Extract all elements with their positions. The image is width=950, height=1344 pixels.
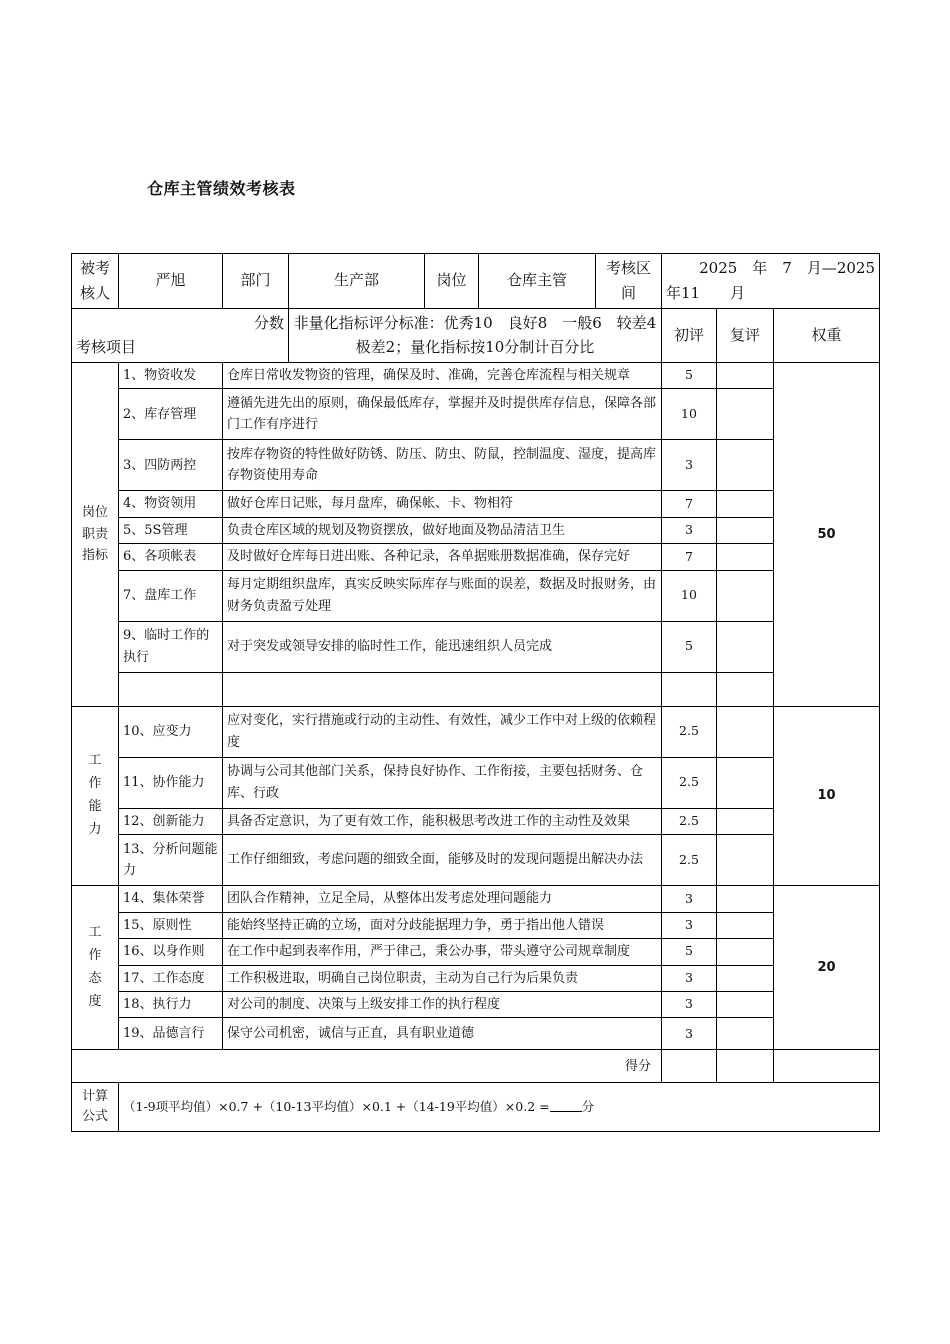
item-desc: 仓库日常收发物资的管理，确保及时、准确，完善仓库流程与相关规章 — [223, 363, 662, 389]
item-desc: 保守公司机密，诚信与正直，具有职业道德 — [223, 1018, 662, 1050]
table-row — [72, 672, 880, 706]
formula-text: （1-9项平均值）×0.7 +（10-13平均值）×0.1 +（14-19平均值）×0.2 = — [123, 1099, 550, 1115]
second-review-cell[interactable] — [717, 939, 774, 965]
item-score: 10 — [662, 389, 717, 440]
item-name: 17、工作态度 — [119, 965, 223, 991]
item-name: 18、执行力 — [119, 991, 223, 1017]
item-name: 14、集体荣誉 — [119, 886, 223, 912]
table-row — [72, 440, 880, 491]
second-review-cell[interactable] — [717, 621, 774, 672]
item-desc: 工作积极进取，明确自己岗位职责，主动为自己行为后果负责 — [223, 965, 662, 991]
second-review-cell[interactable] — [717, 965, 774, 991]
item-desc: 具备否定意识，为了更有效工作，能积极思考改进工作的主动性及效果 — [223, 808, 662, 834]
item-score: 3 — [662, 965, 717, 991]
second-review-cell[interactable] — [717, 808, 774, 834]
table-row — [72, 491, 880, 517]
table-row — [72, 808, 880, 834]
item-score: 2.5 — [662, 757, 717, 808]
item-desc: 对公司的制度、决策与上级安排工作的执行程度 — [223, 991, 662, 1017]
second-review-cell[interactable] — [717, 389, 774, 440]
item-score: 2.5 — [662, 706, 717, 757]
table-row — [72, 991, 880, 1017]
item-desc: 每月定期组织盘库，真实反映实际库存与账面的误差，数据及时报财务，由财务负责盈亏处理 — [223, 570, 662, 621]
table-row — [72, 912, 880, 938]
header-row — [72, 254, 880, 309]
table-row — [72, 363, 880, 389]
table-row — [72, 621, 880, 672]
item-score: 3 — [662, 912, 717, 938]
item-name: 16、以身作则 — [119, 939, 223, 965]
item-desc: 负责仓库区域的规划及物资摆放，做好地面及物品清洁卫生 — [223, 517, 662, 543]
second-review-cell[interactable] — [717, 544, 774, 570]
page-title: 仓库主管绩效考核表 — [147, 179, 296, 198]
examinee-label: 被考核人 — [72, 254, 119, 309]
item-desc: 按库存物资的特性做好防锈、防压、防虫、防鼠，控制温度、湿度，提高库存物资使用寿命 — [223, 440, 662, 491]
result-blank[interactable] — [550, 1098, 582, 1112]
second-review-cell[interactable] — [717, 757, 774, 808]
item-score: 3 — [662, 517, 717, 543]
item-score: 5 — [662, 621, 717, 672]
item-name: 19、品德言行 — [119, 1018, 223, 1050]
table-row — [72, 706, 880, 757]
second-review-cell[interactable] — [717, 835, 774, 886]
item-score: 3 — [662, 886, 717, 912]
item-desc: 在工作中起到表率作用，严于律己，秉公办事，带头遵守公司规章制度 — [223, 939, 662, 965]
item-name: 15、原则性 — [119, 912, 223, 938]
period-label: 考核区间 — [596, 254, 662, 309]
second-review-cell[interactable] — [717, 991, 774, 1017]
table-row — [72, 886, 880, 912]
column-header-row — [72, 308, 880, 363]
second-review-cell[interactable] — [717, 440, 774, 491]
total-weight — [774, 1050, 880, 1083]
formula-content — [119, 1083, 880, 1132]
item-score: 2.5 — [662, 808, 717, 834]
item-name: 9、临时工作的执行 — [119, 621, 223, 672]
item-score: 3 — [662, 991, 717, 1017]
category-attitude: 工作态度 — [72, 886, 119, 1050]
first-review-header: 初评 — [662, 308, 717, 363]
table-row — [72, 544, 880, 570]
total-label: 得分 — [72, 1050, 662, 1083]
second-review-cell[interactable] — [717, 1018, 774, 1050]
examinee-name: 严旭 — [119, 254, 223, 309]
item-desc: 及时做好仓库每日进出账、各种记录，各单据账册数据准确，保存完好 — [223, 544, 662, 570]
item-desc: 做好仓库日记账，每月盘库，确保帐、卡、物相符 — [223, 491, 662, 517]
formula-row — [72, 1083, 880, 1132]
item-name: 11、协作能力 — [119, 757, 223, 808]
period-line1: 2025 年 7 月—2025 — [699, 259, 876, 277]
item-desc: 对于突发或领导安排的临时性工作，能迅速组织人员完成 — [223, 621, 662, 672]
item-score: 2.5 — [662, 835, 717, 886]
table-row — [72, 570, 880, 621]
post-label: 岗位 — [425, 254, 479, 309]
dept-value: 生产部 — [289, 254, 425, 309]
item-score: 5 — [662, 363, 717, 389]
table-row — [72, 1018, 880, 1050]
item-name: 4、物资领用 — [119, 491, 223, 517]
item-name: 10、应变力 — [119, 706, 223, 757]
item-desc: 遵循先进先出的原则，确保最低库存，掌握并及时提供库存信息，保障各部门工作有序进行 — [223, 389, 662, 440]
item-name — [119, 672, 223, 706]
table-row — [72, 757, 880, 808]
item-name: 12、创新能力 — [119, 808, 223, 834]
scoring-standard — [289, 308, 662, 363]
item-name: 13、分析问题能力 — [119, 835, 223, 886]
scoring-standard-line2: 极差2；量化指标按10分制计百分比 — [355, 338, 595, 357]
second-review-cell[interactable] — [717, 886, 774, 912]
formula-label: 计算公式 — [72, 1083, 119, 1132]
weight-header: 权重 — [774, 308, 880, 363]
period-line2: 年11 月 — [666, 283, 746, 302]
category-duty: 岗位职责指标 — [72, 363, 119, 707]
score-item-header — [72, 308, 289, 363]
second-review-cell[interactable] — [717, 491, 774, 517]
table-row — [72, 389, 880, 440]
item-score: 3 — [662, 1018, 717, 1050]
post-value: 仓库主管 — [479, 254, 596, 309]
item-label: 考核项目 — [76, 338, 137, 357]
item-desc: 工作仔细细致，考虑问题的细致全面，能够及时的发现问题提出解决办法 — [223, 835, 662, 886]
dept-label: 部门 — [223, 254, 289, 309]
table-row — [72, 939, 880, 965]
item-score — [662, 672, 717, 706]
item-desc: 团队合作精神，立足全局，从整体出发考虑处理问题能力 — [223, 886, 662, 912]
item-score: 3 — [662, 440, 717, 491]
weight-ability: 10 — [774, 706, 880, 885]
score-label: 分数 — [253, 313, 284, 332]
second-review-cell[interactable] — [717, 672, 774, 706]
item-name: 1、物资收发 — [119, 363, 223, 389]
second-review-header: 复评 — [717, 308, 774, 363]
category-ability: 工作能力 — [72, 706, 119, 885]
formula-unit: 分 — [581, 1099, 595, 1115]
second-review-cell[interactable] — [717, 912, 774, 938]
item-score: 10 — [662, 570, 717, 621]
total-row — [72, 1050, 880, 1083]
second-review-cell[interactable] — [717, 363, 774, 389]
item-name: 6、各项帐表 — [119, 544, 223, 570]
scoring-standard-line1: 非量化指标评分标准：优秀10 良好8 一般6 较差4 — [293, 313, 657, 332]
period-value — [662, 254, 880, 309]
item-score: 5 — [662, 939, 717, 965]
table-row — [72, 835, 880, 886]
weight-duty: 50 — [774, 363, 880, 707]
item-desc: 应对变化，实行措施或行动的主动性、有效性，减少工作中对上级的依赖程度 — [223, 706, 662, 757]
item-name: 3、四防两控 — [119, 440, 223, 491]
item-desc — [223, 672, 662, 706]
table-row — [72, 517, 880, 543]
item-desc: 能始终坚持正确的立场，面对分歧能据理力争，勇于指出他人错误 — [223, 912, 662, 938]
item-name: 2、库存管理 — [119, 389, 223, 440]
item-desc: 协调与公司其他部门关系，保持良好协作、工作衔接，主要包括财务、仓库、行政 — [223, 757, 662, 808]
total-second-review[interactable] — [717, 1050, 774, 1083]
second-review-cell[interactable] — [717, 706, 774, 757]
item-score: 7 — [662, 491, 717, 517]
item-name: 5、5S管理 — [119, 517, 223, 543]
item-name: 7、盘库工作 — [119, 570, 223, 621]
second-review-cell[interactable] — [717, 570, 774, 621]
total-first-review[interactable] — [662, 1050, 717, 1083]
second-review-cell[interactable] — [717, 517, 774, 543]
item-score: 7 — [662, 544, 717, 570]
weight-attitude: 20 — [774, 886, 880, 1050]
table-row — [72, 965, 880, 991]
evaluation-table — [71, 253, 880, 1132]
